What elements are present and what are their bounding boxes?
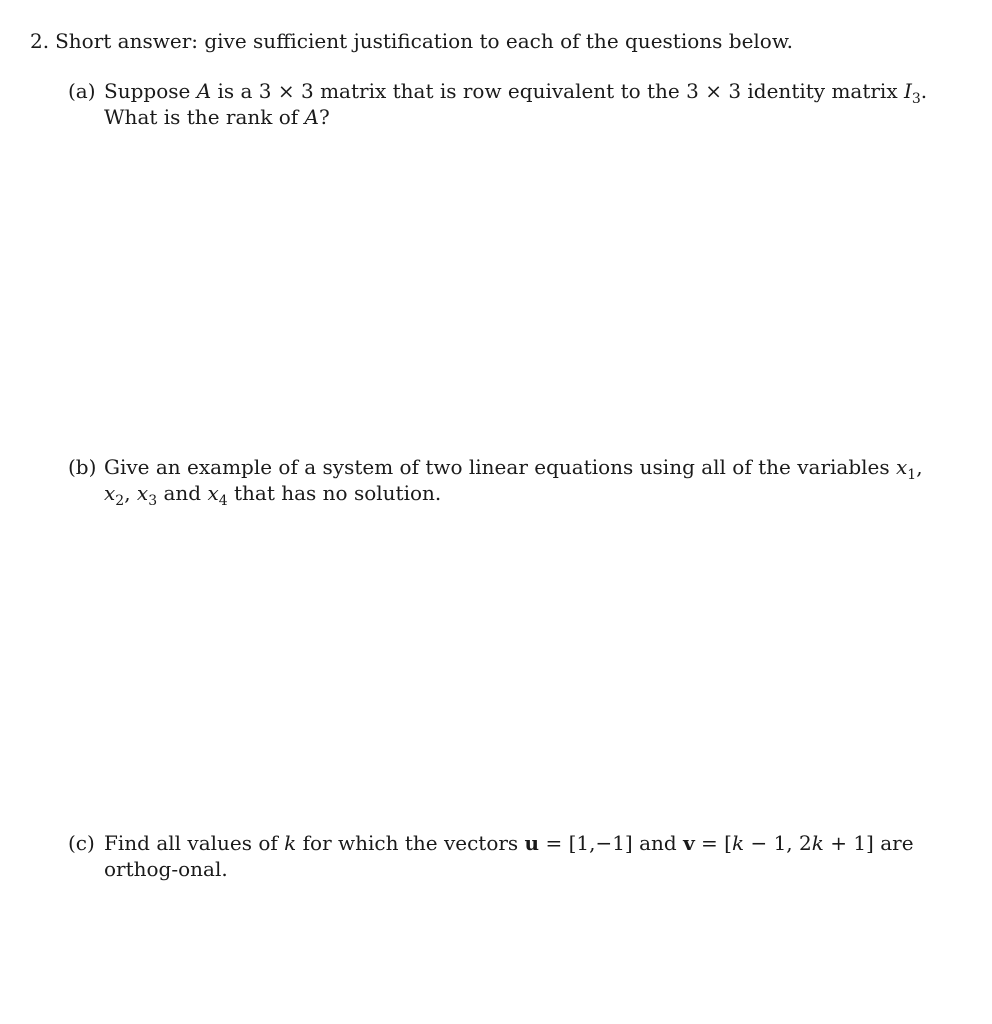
- vector-v: v: [683, 831, 695, 855]
- comma-1: ,: [916, 455, 923, 479]
- vector-u: u: [524, 831, 540, 855]
- part-b-text: [104, 454, 928, 509]
- subscript-3: 3: [148, 493, 158, 509]
- part-b-label: (b): [68, 455, 97, 479]
- comma-2: ,: [124, 481, 137, 505]
- part-a-text-3: . What is the rank of: [104, 79, 928, 129]
- word-and: and: [157, 481, 208, 505]
- part-c-text: [104, 830, 928, 882]
- var-x1: x: [895, 455, 908, 479]
- var-I: I: [903, 79, 912, 103]
- question-header: [30, 28, 960, 54]
- part-c-text-1: Find all values of: [104, 831, 285, 855]
- part-c-eq-v-3: + 1] are orthog-onal.: [104, 831, 914, 881]
- subscript-3: 3: [911, 91, 921, 107]
- question-number: 2.: [30, 29, 50, 53]
- part-c-eq-v-2: − 1, 2: [744, 831, 812, 855]
- question-title: Short answer: give sufficient justification to each of the questions below.: [55, 29, 793, 53]
- part-a-text: [104, 78, 928, 130]
- var-A: A: [196, 79, 212, 103]
- part-a: [68, 78, 928, 130]
- part-c-eq-u: = [1,−1] and: [539, 831, 684, 855]
- part-a-label: (a): [68, 79, 96, 103]
- var-x3: x: [136, 481, 149, 505]
- var-x2: x: [104, 481, 116, 505]
- part-c-label: (c): [68, 831, 95, 855]
- part-a-text-1: Suppose: [104, 79, 197, 103]
- var-k: k: [284, 831, 297, 855]
- var-x4: x: [207, 481, 219, 505]
- subscript-2: 2: [115, 493, 125, 509]
- part-c-text-2: for which the vectors: [296, 831, 525, 855]
- var-k-2: k: [731, 831, 745, 855]
- part-b: [68, 454, 928, 509]
- part-b-text-1: Give an example of a system of two linear equations using all of the variables: [104, 455, 896, 479]
- part-a-text-4: ?: [318, 105, 330, 129]
- part-a-text-2: is a 3 × 3 matrix that is row equivalent to the 3 × 3 identity matrix: [211, 79, 904, 103]
- subscript-1: 1: [907, 467, 917, 483]
- var-A-2: A: [304, 105, 319, 129]
- part-c-eq-v-1: = [: [694, 831, 732, 855]
- var-k-3: k: [811, 831, 824, 855]
- part-c: [68, 830, 928, 882]
- part-b-text-2: that has no solution.: [227, 481, 442, 505]
- subscript-4: 4: [218, 493, 228, 509]
